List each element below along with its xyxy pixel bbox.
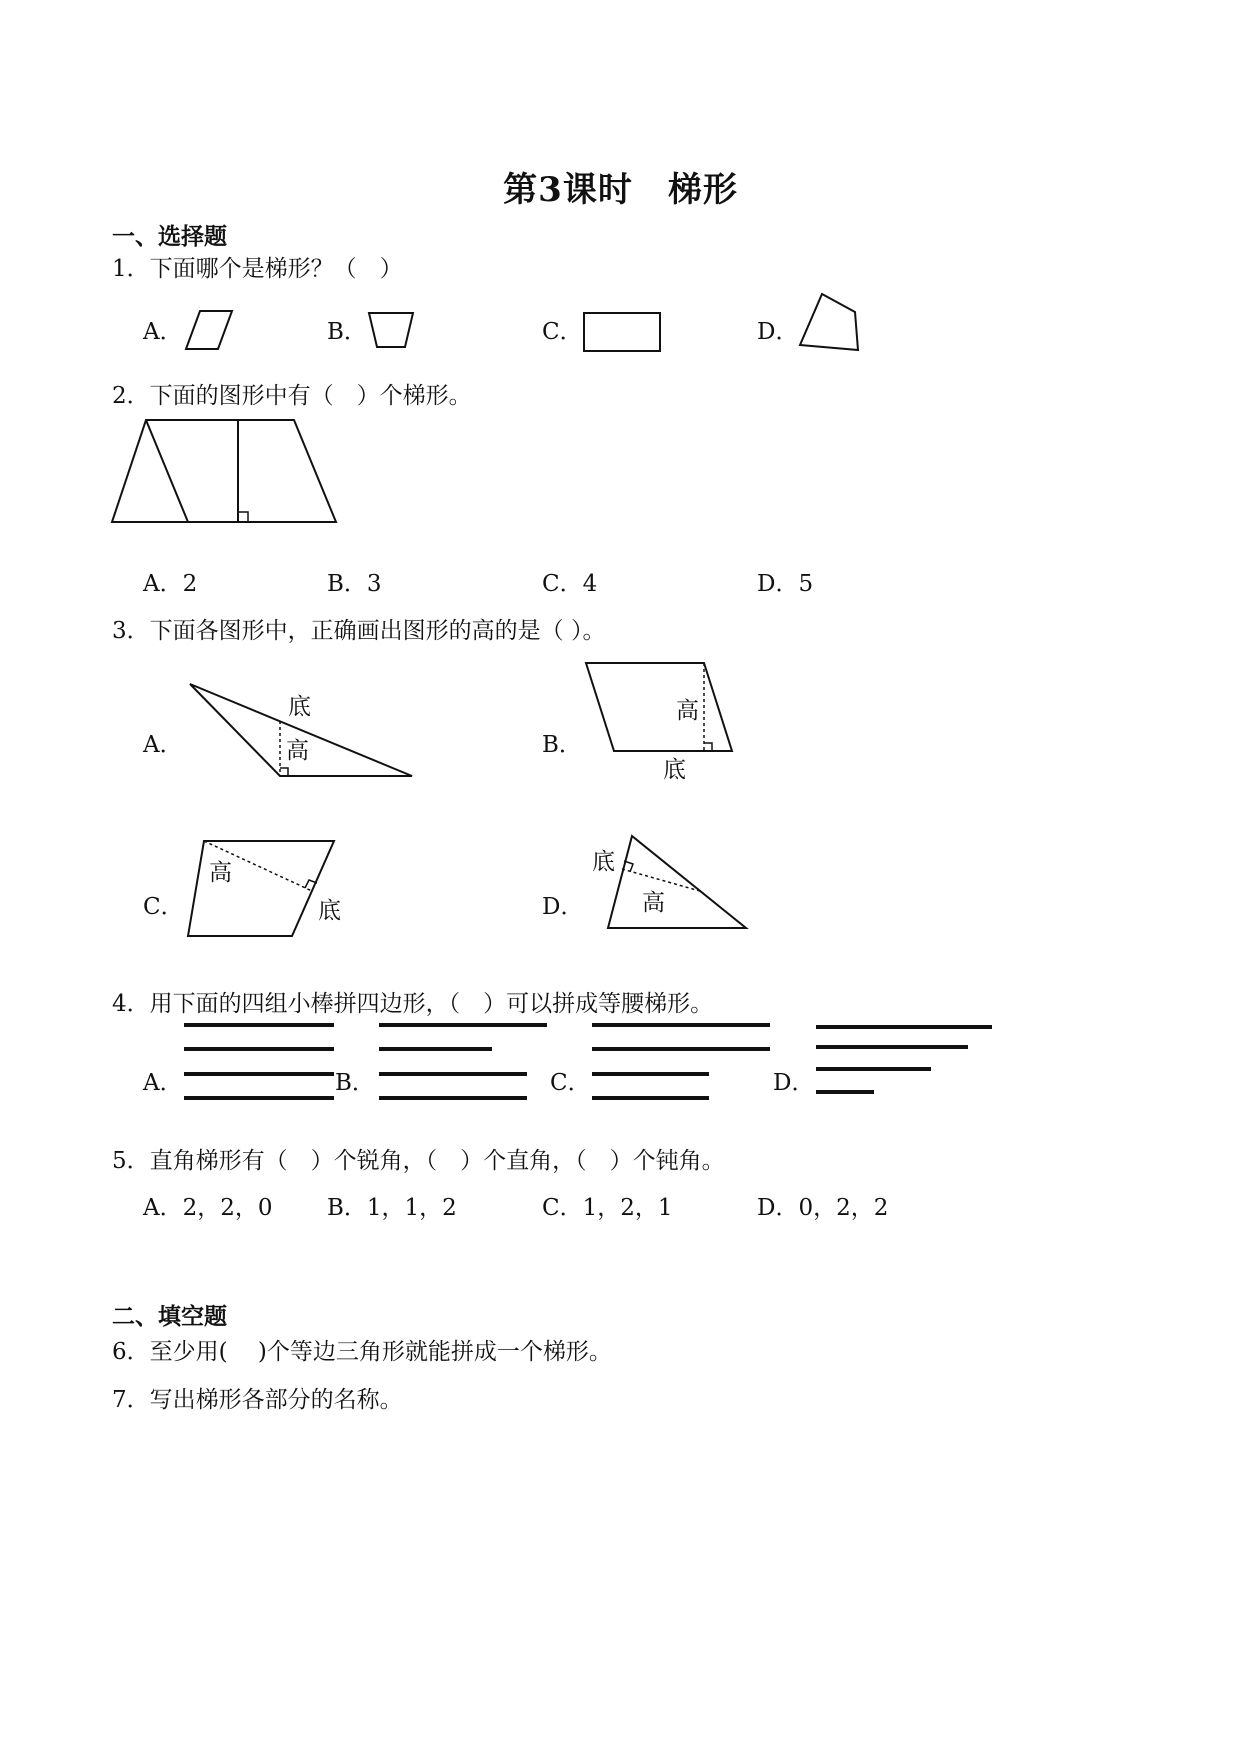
q1-parallelogram-figure: [180, 305, 240, 355]
q3-b-height-label: 高: [676, 698, 699, 724]
q1-quadrilateral-figure: [795, 290, 865, 360]
q4-sticks-c-figure: [588, 1020, 778, 1100]
q3-d-height-label: 高: [642, 890, 665, 916]
question-1-stem: 1．下面哪个是梯形？（ ）: [112, 256, 403, 282]
q4-sticks-b-figure: [375, 1020, 555, 1100]
question-2-stem: 2．下面的图形中有（ ）个梯形。: [112, 383, 472, 409]
q3-a-height-label: 高: [286, 738, 309, 764]
q3-triangle-d-figure: [580, 832, 760, 942]
q3-triangle-a-figure: [180, 676, 420, 786]
q4-option-a-label: A．: [143, 1070, 183, 1096]
q3-d-base-label: 底: [592, 849, 615, 875]
q3-parallelogram-b-figure: [580, 655, 750, 785]
q3-parallelogram-c-figure: [180, 836, 350, 946]
q3-c-height-label: 高: [209, 860, 232, 886]
q3-option-a-label: A．: [143, 732, 183, 758]
question-6-stem: 6．至少用( )个等边三角形就能拼成一个梯形。: [112, 1339, 612, 1365]
q4-option-c-label: C．: [550, 1070, 591, 1096]
q4-option-d-label: D．: [773, 1070, 815, 1096]
section-heading-choice: 一、选择题: [112, 223, 227, 250]
q2-option-c: C．4: [542, 571, 598, 597]
q3-option-d-label: D．: [542, 894, 584, 920]
q3-c-base-label: 底: [318, 898, 341, 924]
q5-option-b: B．1，1，2: [327, 1195, 457, 1221]
q1-option-a-label: A．: [143, 319, 183, 345]
section-heading-fill-in: 二、填空题: [112, 1303, 227, 1330]
q4-option-b-label: B．: [335, 1070, 375, 1096]
q2-option-a: A．2: [143, 571, 198, 597]
q4-sticks-d-figure: [812, 1022, 1002, 1102]
q1-option-c-label: C．: [542, 319, 583, 345]
q3-option-c-label: C．: [143, 894, 184, 920]
q1-trapezoid-figure: [365, 305, 425, 355]
q1-option-b-label: B．: [327, 319, 367, 345]
q1-option-d-label: D．: [757, 319, 799, 345]
q2-composite-trapezoid-figure: [110, 418, 340, 528]
question-5-stem: 5．直角梯形有（ ）个锐角，（ ）个直角，（ ）个钝角。: [112, 1148, 725, 1174]
page-title: 第3课时 梯形: [503, 170, 738, 210]
q4-sticks-a-figure: [180, 1020, 350, 1100]
q3-a-base-label: 底: [288, 694, 311, 720]
q5-option-c: C．1，2，1: [542, 1195, 673, 1221]
q3-option-b-label: B．: [542, 732, 582, 758]
q5-option-a: A．2，2，0: [143, 1195, 273, 1221]
q3-b-base-label: 底: [663, 757, 686, 783]
question-4-stem: 4．用下面的四组小棒拼四边形，（ ）可以拼成等腰梯形。: [112, 991, 714, 1017]
question-3-stem: 3．下面各图形中，正确画出图形的高的是（ ）。: [112, 618, 606, 644]
q1-rectangle-figure: [580, 305, 670, 355]
q2-option-d: D．5: [757, 571, 814, 597]
question-7-stem: 7．写出梯形各部分的名称。: [112, 1387, 403, 1413]
q5-option-d: D．0，2，2: [757, 1195, 889, 1221]
q2-option-b: B．3: [327, 571, 382, 597]
